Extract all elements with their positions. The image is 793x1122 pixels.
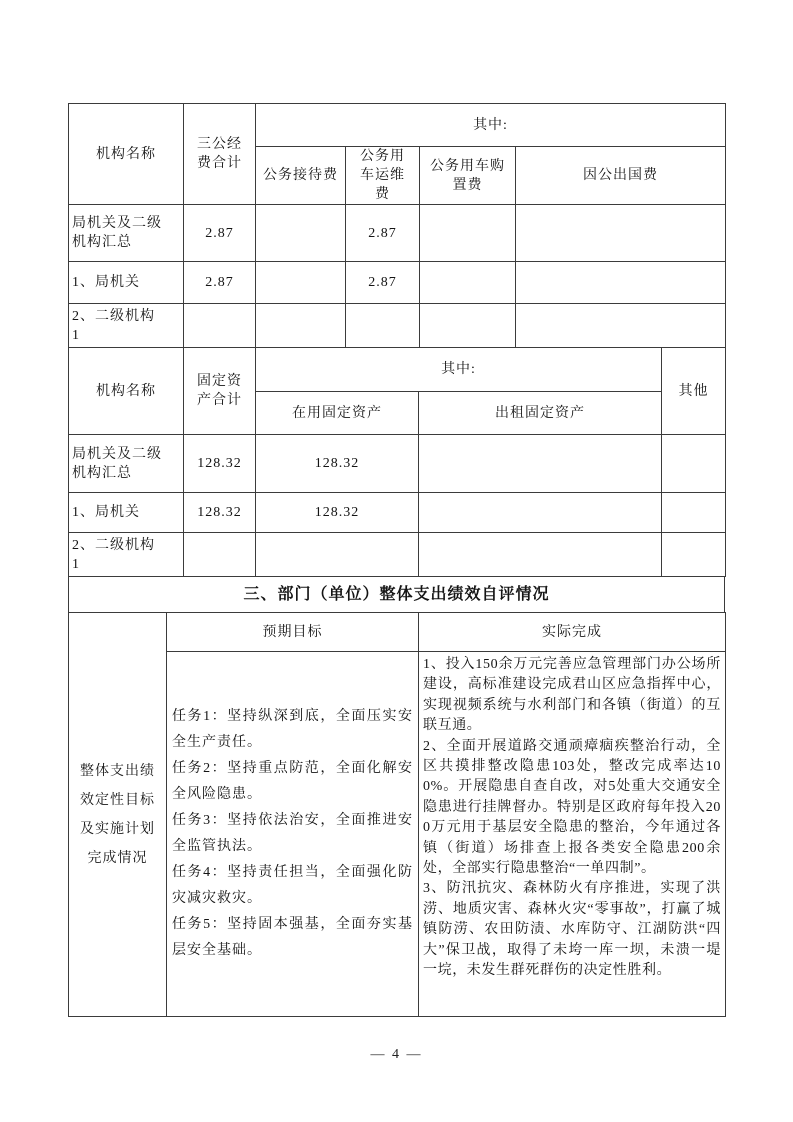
in-use-assets-column-header: 在用固定资产 xyxy=(256,392,419,435)
total-cell: 128.32 xyxy=(184,435,256,493)
vehicle-purchase-fee-cell xyxy=(420,304,516,348)
total-cell: 128.32 xyxy=(184,493,256,533)
qualitative-goals-row-label: 整体支出绩效定性目标及实施计划完成情况 xyxy=(69,613,167,1017)
section-title: 三、部门（单位）整体支出绩效自评情况 xyxy=(68,576,725,613)
rented-assets-column-header: 出租固定资产 xyxy=(419,392,662,435)
other-column-header: 其他 xyxy=(662,348,726,435)
vehicle-operation-fee-cell: 2.87 xyxy=(346,262,420,304)
abroad-fee-cell xyxy=(516,262,726,304)
vehicle-purchase-fee-cell xyxy=(420,205,516,262)
reception-fee-cell xyxy=(256,304,346,348)
table-row xyxy=(69,262,726,304)
reception-fee-cell xyxy=(256,205,346,262)
actual-completion-column-header: 实际完成 xyxy=(419,613,726,652)
table-header-row xyxy=(69,104,726,147)
total-cell: 2.87 xyxy=(184,205,256,262)
table-row xyxy=(69,435,726,493)
task-item: 任务1：坚持纵深到底，全面压实安全生产责任。 xyxy=(172,709,413,750)
total-cell xyxy=(184,533,256,577)
actual-item: 1、投入150余万元完善应急管理部门办公场所建设，高标准建设完成君山区应急指挥中心，实现视频系统与水利部门和各镇（街道）的互联互通。 xyxy=(423,657,721,734)
table-row xyxy=(69,533,726,577)
org-name-cell: 1、局机关 xyxy=(69,493,184,533)
vehicle-operation-fee-cell: 2.87 xyxy=(346,205,420,262)
vehicle-purchase-fee-column-header: 公务用车购置费 xyxy=(420,147,516,205)
in-use-assets-cell: 128.32 xyxy=(256,493,419,533)
among-which-header: 其中: xyxy=(256,104,726,147)
in-use-assets-cell xyxy=(256,533,419,577)
org-name-cell: 2、二级机构 1 xyxy=(69,304,184,348)
fixed-assets-table xyxy=(68,347,726,577)
task-item: 任务2：坚持重点防范，全面化解安全风险隐患。 xyxy=(172,761,413,802)
abroad-fee-cell xyxy=(516,205,726,262)
reception-fee-cell xyxy=(256,262,346,304)
other-cell xyxy=(662,493,726,533)
among-which-header: 其中: xyxy=(256,348,662,392)
three-public-funds-table xyxy=(68,103,726,348)
org-name-cell: 2、二级机构 1 xyxy=(69,533,184,577)
three-public-total-column-header: 三公经费合计 xyxy=(184,104,256,205)
page-number: — 4 — xyxy=(370,1047,423,1062)
table-row xyxy=(69,652,726,1017)
other-cell xyxy=(662,533,726,577)
abroad-fee-cell xyxy=(516,304,726,348)
table-row xyxy=(69,493,726,533)
org-name-cell: 1、局机关 xyxy=(69,262,184,304)
expected-goals-cell xyxy=(167,652,419,1017)
task-item: 任务4：坚持责任担当，全面强化防灾减灾救灾。 xyxy=(172,865,413,906)
table-header-row xyxy=(69,613,726,652)
vehicle-purchase-fee-cell xyxy=(420,262,516,304)
task-item: 任务5：坚持固本强基，全面夯实基层安全基础。 xyxy=(172,917,413,958)
org-name-cell: 局机关及二级机构汇总 xyxy=(69,205,184,262)
org-name-column-header: 机构名称 xyxy=(69,348,184,435)
actual-completion-cell xyxy=(419,652,726,1017)
fixed-assets-total-column-header: 固定资产合计 xyxy=(184,348,256,435)
in-use-assets-cell: 128.32 xyxy=(256,435,419,493)
table-row xyxy=(69,304,726,348)
org-name-column-header: 机构名称 xyxy=(69,104,184,205)
task-item: 任务3：坚持依法治安，全面推进安全监管执法。 xyxy=(172,813,413,854)
rented-assets-cell xyxy=(419,533,662,577)
actual-item: 2、全面开展道路交通顽瘴痼疾整治行动，全区共摸排整改隐患103处，整改完成率达100%。开展隐患自查自改，对5处重大交通安全隐患进行挂牌督办。特别是区政府每年投入200万元用于基层安全隐患的整治，今年通过各镇（街道）场排查上报各类安全隐患200余处，全部实行隐患整治“一单四制”。 xyxy=(423,738,721,877)
rented-assets-cell xyxy=(419,435,662,493)
performance-self-evaluation-table xyxy=(68,612,726,1017)
other-cell xyxy=(662,435,726,493)
table-row xyxy=(69,205,726,262)
expected-goal-column-header: 预期目标 xyxy=(167,613,419,652)
rented-assets-cell xyxy=(419,493,662,533)
actual-item: 3、防汛抗灾、森林防火有序推进，实现了洪涝、地质灾害、森林火灾“零事故”，打赢了城镇防涝、农田防渍、水库防守、江湖防洪“四大”保卫战，取得了未垮一库一坝，未溃一堤一垸，未发生群死群伤的决定性胜利。 xyxy=(423,881,721,979)
table-header-row xyxy=(69,348,726,392)
total-cell: 2.87 xyxy=(184,262,256,304)
reception-fee-column-header: 公务接待费 xyxy=(256,147,346,205)
vehicle-operation-fee-column-header: 公务用车运维费 xyxy=(346,147,420,205)
document-content xyxy=(68,103,725,1017)
total-cell xyxy=(184,304,256,348)
org-name-cell: 局机关及二级机构汇总 xyxy=(69,435,184,493)
abroad-fee-column-header: 因公出国费 xyxy=(516,147,726,205)
vehicle-operation-fee-cell xyxy=(346,304,420,348)
